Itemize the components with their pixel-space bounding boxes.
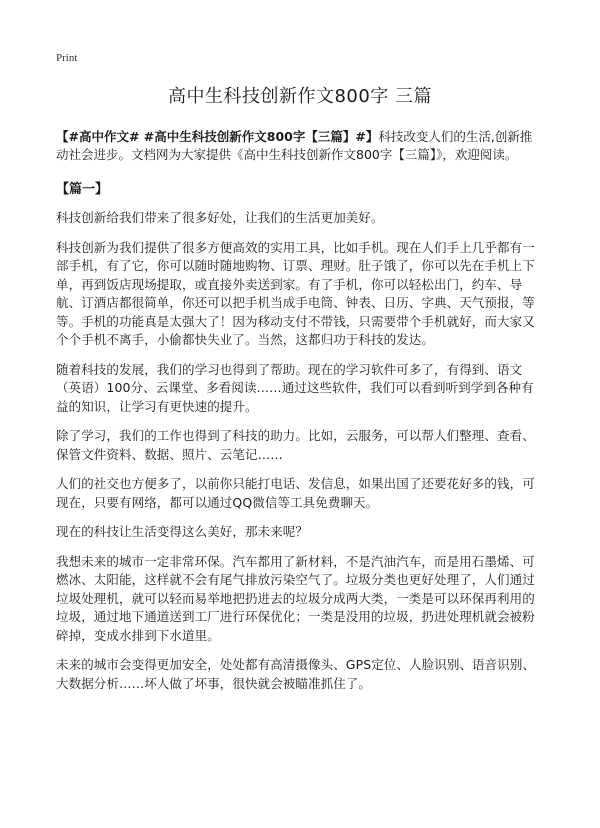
paragraph: 科技创新给我们带来了很多好处，让我们的生活更加美好。 [56, 210, 384, 225]
page-title: 高中生科技创新作文800字 三篇 [167, 86, 433, 107]
paragraph: 人们的社交也方便多了，以前你只能打电话、发信息，如果出国了还要花好多的钱，可现在，只要有网络，都可以通过QQ微信等工具免费聊天。 [56, 476, 535, 510]
intro-tags: 【#高中作文# #高中生科技创新作文800字【三篇】#】 [56, 129, 379, 144]
paragraph: 现在的科技让生活变得这么美好，那未来呢？ [56, 524, 309, 539]
paragraph: 我想未来的城市一定非常环保。汽车都用了新材料，不是汽油汽车，而是用石墨烯、可燃冰、太阳能，这样就不会有尾气排放污染空气了。垃圾分类也更好处理了，人们通过垃圾处理机，就可以轻而易举地把扔进去的垃圾分成两大类，一类是可以环保再利用的垃圾，通过地下通道送到工厂进行环保优化；一类是没用的垃圾，扔进处理机就会被粉碎掉，变成水排到下水道里。 [56, 553, 535, 643]
intro-paragraph [56, 128, 544, 164]
intro-text: 科技改变人们的生活,创新推动社会进步。文档网为大家提供《高中生科技创新作文800字【三篇】》，欢迎阅读。 [56, 129, 533, 162]
section-label: 【篇一】 [56, 182, 109, 197]
print-link[interactable]: Print [56, 52, 78, 64]
paragraph: 未来的城市会变得更加安全，处处都有高清摄像头、GPS定位、人脸识别、语音识别、大数据分析……坏人做了坏事，很快就会被瞄准抓住了。 [56, 657, 536, 691]
paragraph: 随着科技的发展，我们的学习也得到了帮助。现在的学习软件可多了，有得到、语文（英语）100分、云课堂、多看阅读……通过这些软件，我们可以看到听到学到各种有益的知识，让学习有更快速的提升。 [56, 361, 534, 414]
paragraph: 科技创新为我们提供了很多方便高效的实用工具，比如手机。现在人们手上几乎都有一部手机，有了它，你可以随时随地购物、订票、理财。肚子饿了，你可以先在手机上下单，再到饭店现场提取，或直接外卖送到家。有了手机，你可以轻松出门，约车、导航、订酒店都很简单，你还可以把手机当成手电筒、钟表、日历、字典、天气预报，等等。手机的功能真是太强大了！因为移动支付不带钱，只需要带个手机就好，而大家又个个手机不离手，小偷都快失业了。当然，这都归功于科技的发达。 [56, 239, 535, 347]
paragraph: 除了学习，我们的工作也得到了科技的助力。比如，云服务，可以帮人们整理、查看、保管文件资料、数据、照片、云笔记…… [56, 428, 535, 462]
